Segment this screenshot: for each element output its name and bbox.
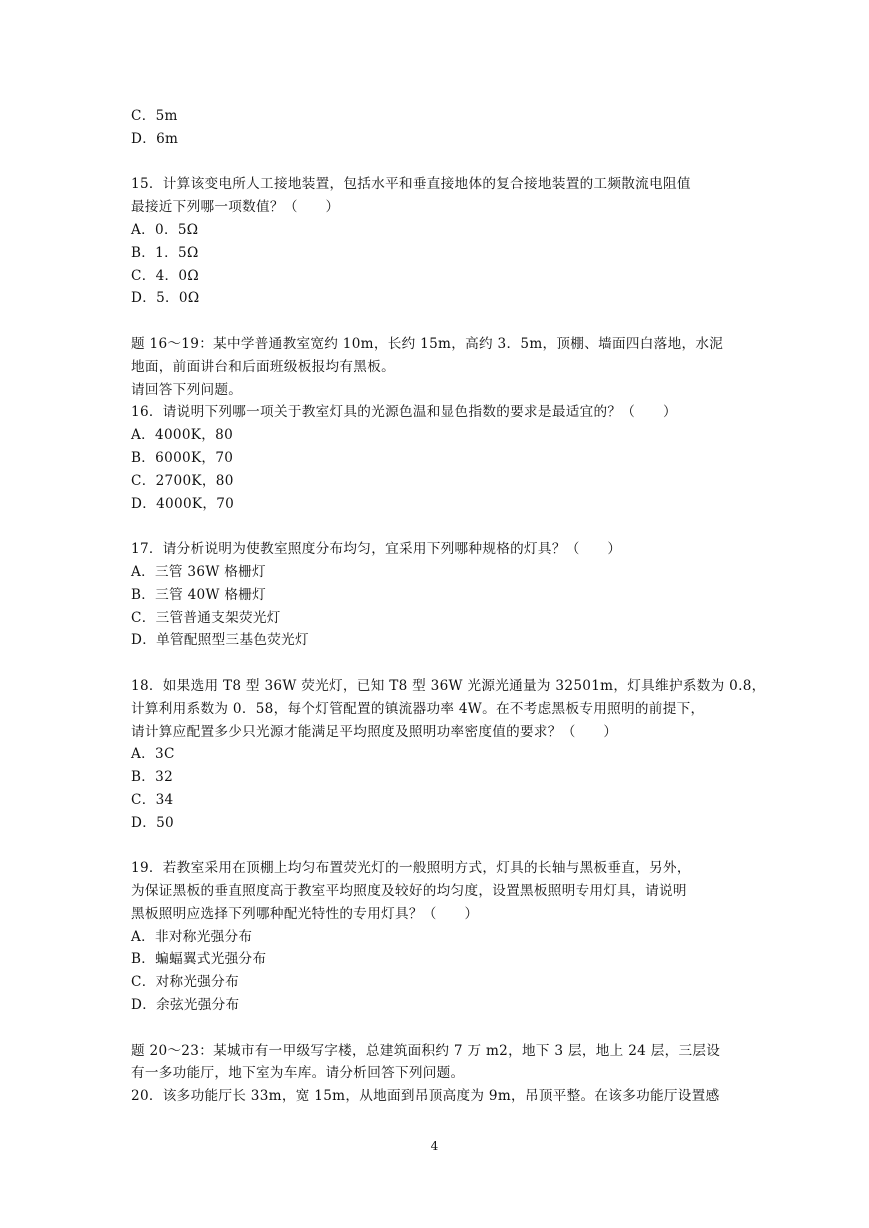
option-c: C．2700K，80 (131, 472, 234, 489)
option-a: A．0．5Ω (131, 221, 199, 238)
question-19 (131, 857, 741, 1017)
question-text-line: 计算利用系数为 0．58，每个灯管配置的镇流器功率 4W。在不考虑黑板专用照明的前提下， (131, 700, 705, 717)
question-15 (131, 173, 741, 310)
question-16 (131, 401, 741, 515)
option-d: D．6m (131, 130, 179, 147)
option-b: B．1．5Ω (131, 244, 199, 261)
spacer (131, 652, 741, 675)
question-14-options (131, 105, 741, 151)
question-18 (131, 675, 766, 835)
option-c: C．34 (131, 791, 174, 808)
option-a: A．三管 36W 格栅灯 (131, 563, 266, 580)
option-b: B．蝙蝠翼式光强分布 (131, 951, 267, 968)
option-d: D．5．0Ω (131, 290, 200, 307)
option-d: D．余弦光强分布 (131, 997, 240, 1014)
option-c: C．5m (131, 108, 178, 124)
question-text-line: 20．该多功能厅长 33m，宽 15m，从地面到吊顶高度为 9m，吊顶平整。在该多功能厅设置感 (131, 1088, 720, 1105)
question-text-line: 18．如果选用 T8 型 36W 荧光灯，已知 T8 型 36W 光源光通量为 32501m，灯具维护系数为 0.8， (131, 677, 766, 694)
option-d: D．50 (131, 814, 174, 831)
page-content (131, 105, 766, 1108)
intro-text-line: 题 16～19：某中学普通教室宽约 10m，长约 15m，高约 3．5m，顶棚、墙面四白落地，水泥 (131, 335, 724, 352)
option-b: B．6000K，70 (131, 449, 234, 466)
section-intro-20-23 (131, 1040, 741, 1108)
spacer (131, 515, 741, 538)
intro-text-line: 题 20～23：某城市有一甲级写字楼，总建筑面积约 7 万 m2，地下 3 层，地上 24 层，三层设 (131, 1042, 721, 1059)
option-b: B．32 (131, 769, 174, 786)
section-intro-16-19 (131, 333, 741, 401)
option-c: C．4．0Ω (131, 267, 199, 284)
spacer (131, 310, 741, 333)
option-c: C．三管普通支架荧光灯 (131, 609, 281, 626)
spacer (131, 1017, 741, 1040)
question-text-line: 17．请分析说明为使教室照度分布均匀，宜采用下列哪种规格的灯具？（ ） (131, 541, 622, 558)
question-text-line: 最接近下列哪一项数值？（ ） (131, 199, 340, 216)
question-17 (131, 538, 741, 652)
spacer (131, 835, 741, 858)
question-text-line: 19．若教室采用在顶棚上均匀布置荧光灯的一般照明方式，灯具的长轴与黑板垂直，另外， (131, 860, 691, 877)
page-number: 4 (430, 1139, 439, 1153)
option-a: A．非对称光强分布 (131, 928, 253, 945)
question-text-line: 为保证黑板的垂直照度高于教室平均照度及较好的均匀度，设置黑板照明专用灯具，请说明 (131, 883, 687, 900)
spacer (131, 151, 741, 174)
question-text-line: 黑板照明应选择下列哪种配光特性的专用灯具？（ ） (131, 905, 479, 922)
intro-text-line: 请回答下列问题。 (131, 381, 243, 398)
question-text-line: 15．计算该变电所人工接地装置，包括水平和垂直接地体的复合接地装置的工频散流电阻值 (131, 176, 691, 193)
option-d: D．单管配照型三基色荧光灯 (131, 632, 309, 649)
intro-text-line: 有一多功能厅，地下室为车库。请分析回答下列问题。 (131, 1065, 465, 1082)
option-c: C．对称光强分布 (131, 974, 239, 991)
option-a: A．4000K，80 (131, 427, 234, 444)
option-b: B．三管 40W 格栅灯 (131, 586, 267, 603)
option-a: A．3C (131, 746, 175, 763)
option-d: D．4000K，70 (131, 495, 235, 512)
question-text-line: 请计算应配置多少只光源才能满足平均照度及照明功率密度值的要求？（ ） (131, 723, 618, 740)
question-text-line: 16．请说明下列哪一项关于教室灯具的光源色温和显色指数的要求是最适宜的？（ ） (131, 404, 677, 421)
intro-text-line: 地面，前面讲台和后面班级板报均有黑板。 (131, 358, 395, 375)
